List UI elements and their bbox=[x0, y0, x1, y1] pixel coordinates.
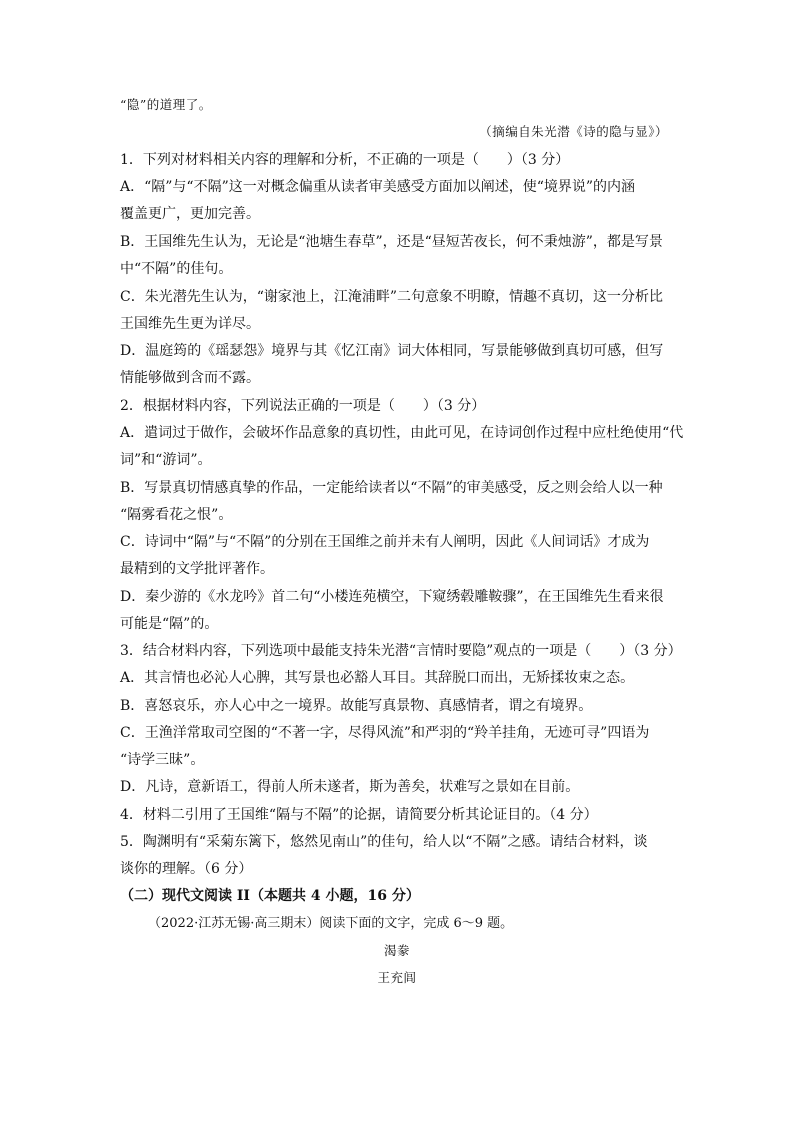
story-author: 王充闾 bbox=[377, 970, 417, 985]
q2-option-d: D．秦少游的《水龙吟》首二句“小楼连苑横空，下窥绣毂雕鞍骤”，在王国维先生看来很 bbox=[120, 589, 664, 605]
material-end-line: “隐”的道理了。 bbox=[120, 97, 212, 112]
question-2-stem: 2．根据材料内容，下列说法正确的一项是（ ）（3 分） bbox=[120, 398, 486, 414]
question-3-stem: 3．结合材料内容，下列选项中最能支持朱光潜“言情时要隐”观点的一项是（ ）（3 分） bbox=[120, 643, 682, 659]
q1-option-a-cont: 覆盖更广，更加完善。 bbox=[120, 206, 260, 222]
q3-option-b: B．喜怒哀乐，亦人心中之一境界。故能写真景物、真感情者，谓之有境界。 bbox=[120, 698, 593, 714]
q2-option-c: C．诗词中“隔”与“不隔”的分别在王国维之前并未有人阐明，因此《人间词话》才成为 bbox=[120, 534, 650, 550]
q1-option-d: D．温庭筠的《瑶瑟怨》境界与其《忆江南》词大体相同，写景能够做到真切可感，但写 bbox=[120, 343, 664, 359]
q3-option-d: D．凡诗，意新语工，得前人所未遂者，斯为善矣，状难写之景如在目前。 bbox=[120, 779, 580, 795]
q3-option-c-cont: “诗学三昧”。 bbox=[120, 752, 205, 768]
q1-option-c: C．朱光潜先生认为，“谢家池上，江淹浦畔”二句意象不明瞭，情趣不真切，这一分析比 bbox=[120, 289, 664, 305]
question-1-stem: 1．下列对材料相关内容的理解和分析，不正确的一项是（ ）（3 分） bbox=[120, 152, 570, 168]
source-citation: （摘编自朱光潜《诗的隐与显》） bbox=[479, 124, 668, 139]
q1-option-b: B．王国维先生认为，无论是“池塘生春草”，还是“昼短苦夜长，何不秉烛游”，都是写景 bbox=[120, 234, 663, 250]
q2-option-a: A．遣词过于做作，会破坏作品意象的真切性，由此可见，在诗词创作过程中应杜绝使用“代 bbox=[120, 425, 684, 441]
q2-option-d-cont: 可能是“隔”的。 bbox=[120, 616, 219, 632]
q2-option-b: B．写景真切情感真挚的作品，一定能给读者以“不隔”的审美感受，反之则会给人以一种 bbox=[120, 480, 663, 496]
q1-option-a: A．“隔”与“不隔”这一对概念偏重从读者审美感受方面加以阐述，使“境界说”的内涵 bbox=[120, 179, 636, 195]
q1-option-c-cont: 王国维先生更为详尽。 bbox=[120, 316, 260, 332]
question-5: 5．陶渊明有“采菊东篱下，悠然见南山”的佳句，给人以“不隔”之感。请结合材料，谈 bbox=[120, 834, 648, 850]
q2-option-c-cont: 最精到的文学批评著作。 bbox=[120, 561, 274, 577]
question-4: 4．材料二引用了王国维“隔与不隔”的论据，请简要分析其论证目的。（4 分） bbox=[120, 807, 598, 823]
q1-option-d-cont: 情能够做到含而不露。 bbox=[120, 370, 260, 386]
q2-option-b-cont: “隔雾看花之恨”。 bbox=[120, 507, 233, 523]
q2-option-a-cont: 词”和“游词”。 bbox=[120, 452, 212, 468]
question-5-cont: 谈你的理解。（6 分） bbox=[120, 861, 253, 877]
section-heading: （二）现代文阅读 II（本题共 4 小题，16 分） bbox=[120, 888, 420, 904]
q3-option-a: A．其言情也必沁人心脾，其写景也必豁人耳目。其辞脱口而出，无矫揉妆束之态。 bbox=[120, 670, 635, 686]
q3-option-c: C．王渔洋常取司空图的“不著一字，尽得风流”和严羽的“羚羊挂角，无迹可寻”四语为 bbox=[120, 725, 650, 741]
q1-option-b-cont: 中“不隔”的佳句。 bbox=[120, 261, 233, 277]
reading-intro: （2022·江苏无锡·高三期末）阅读下面的文字，完成 6～9 题。 bbox=[148, 916, 514, 931]
story-title: 渴豢 bbox=[383, 943, 410, 958]
